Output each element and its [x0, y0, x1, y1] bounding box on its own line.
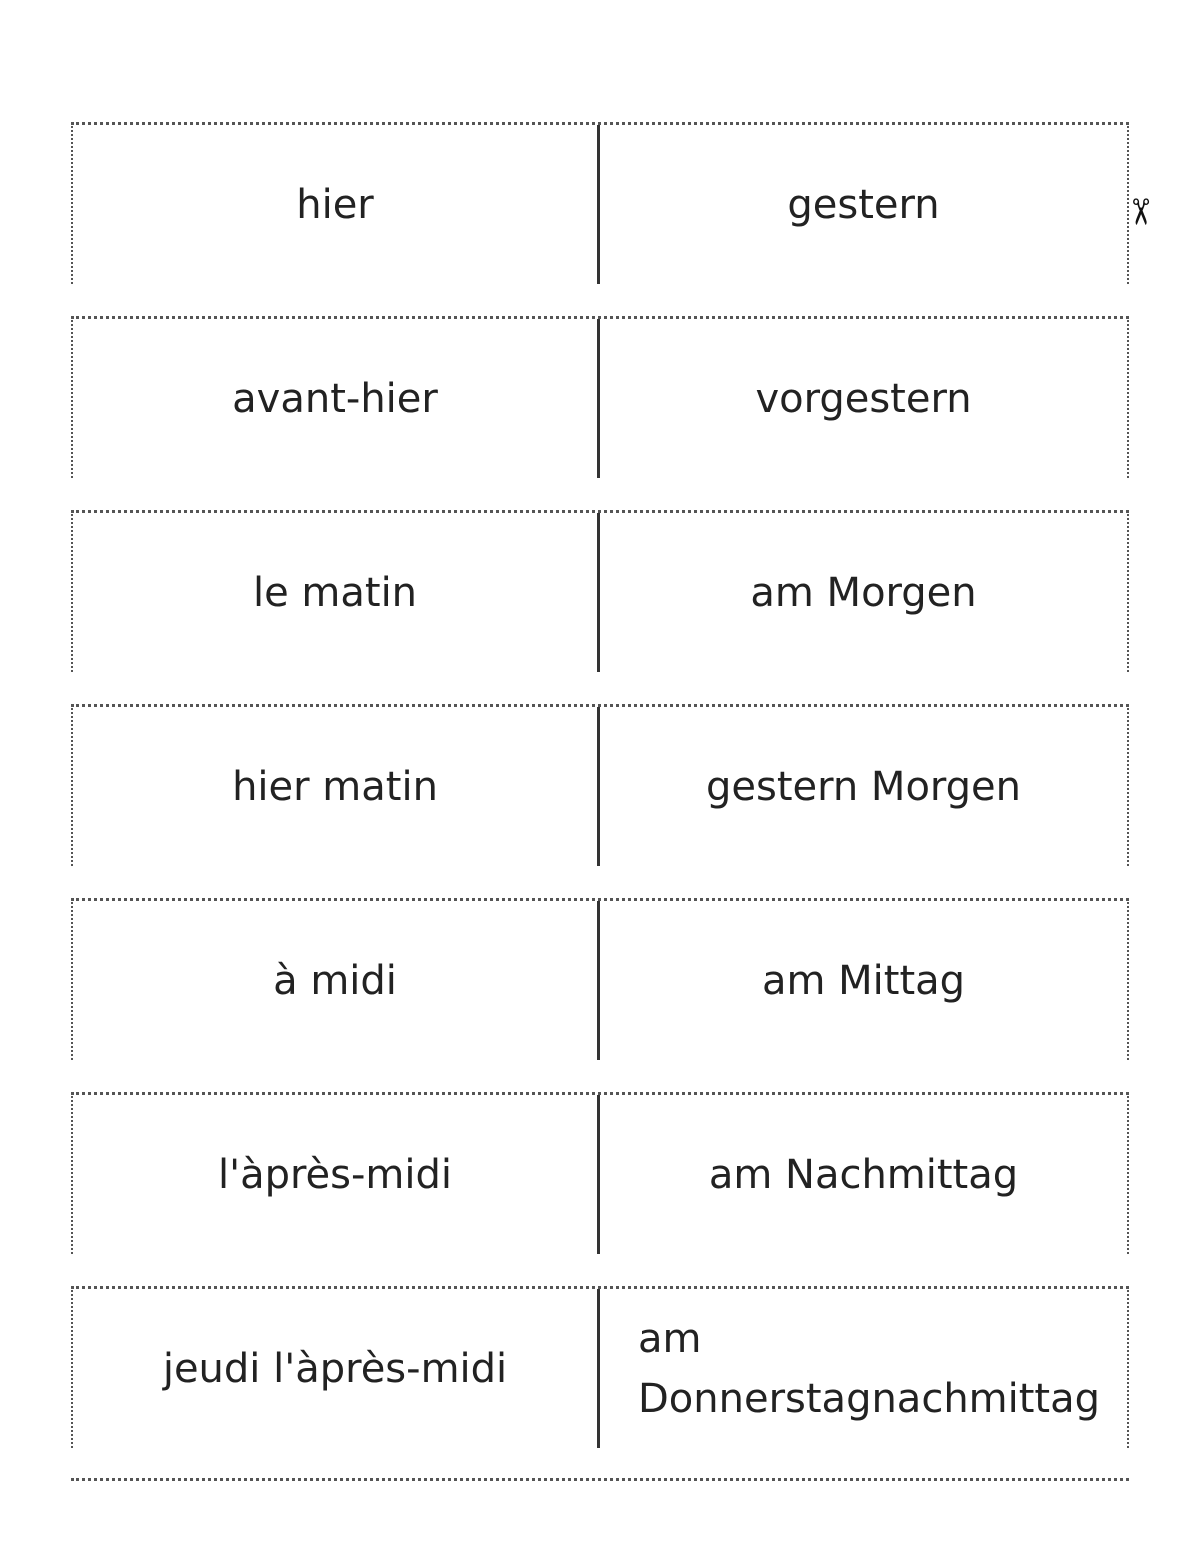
flashcard-row: [71, 122, 1129, 284]
flashcard-row: [71, 1092, 1129, 1254]
scissors-icon: ✂: [1119, 196, 1161, 228]
german-term: gestern Morgen: [705, 763, 1022, 810]
flashcard-row: [71, 510, 1129, 672]
cut-line: [71, 1478, 1129, 1481]
german-term: gestern: [787, 181, 940, 228]
french-term: jeudi l'àprès-midi: [73, 1289, 600, 1448]
flashcard-row: [71, 1286, 1129, 1448]
flashcard-row: [71, 704, 1129, 866]
german-term: am Mittag: [761, 957, 966, 1004]
german-term: am Donnerstagnachmittag: [638, 1315, 1101, 1422]
flashcard-sheet: [71, 122, 1129, 1448]
flashcard-row: [71, 316, 1129, 478]
german-term: am Morgen: [750, 569, 977, 616]
flashcard-row: [71, 898, 1129, 1060]
german-term: vorgestern: [755, 375, 972, 422]
french-term: à midi: [73, 901, 600, 1060]
french-term: avant-hier: [73, 319, 600, 478]
french-term: hier: [73, 125, 600, 284]
french-term: l'àprès-midi: [73, 1095, 600, 1254]
french-term: hier matin: [73, 707, 600, 866]
german-term: am Nachmittag: [708, 1151, 1019, 1198]
french-term: le matin: [73, 513, 600, 672]
